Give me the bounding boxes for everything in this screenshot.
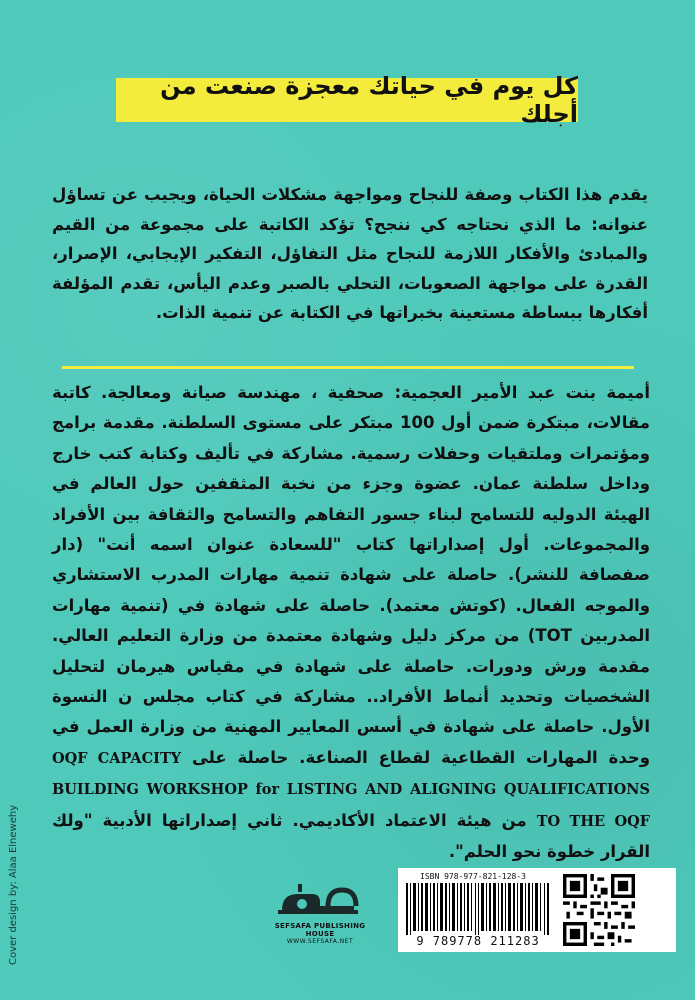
publisher-logo xyxy=(260,880,380,952)
bio-text-part1: صحفية ، مهندسة صيانة ومعالجة. كاتبة مقالات، مبتكرة ضمن أول 100 مبتكر على مستوى السلطنة. مقدمة برامج ومؤتمرات وملتقيات وحفلات رسمية. مشاركة في تأليف وكتابة كتب خارج وداخل سلطنة عمان. عضوة وجزء من نخبة المثقفين حول العالم في الهيئة الدوليه للتسامح لبناء جسور التفاهم والتسامح والثقافة بين الأفراد والمجموعات. أول إصداراتها كتاب "للسعادة عنوان اسمه أنت" (دار صفصافة للنشر). حاصلة على شهادة تنمية مهارات المدرب الاستشاري والموجه الفعال. (كوتش معتمد). حاصلة على شهادة في (تنمية مهارات المدربين TOT) من مركز دليل وشهادة معتمدة من وزارة التعليم العالي. مقدمة ورش ودورات. حاصلة على شهادة في مقياس هيرمان لتحليل الشخصيات وتحديد أنماط الأفراد.. مشاركة في كتاب مجلس ن النسوة الأول. حاصلة على شهادة في أسس المعايير المهنية من وزارة العمل في وحدة المهارات القطاعية لقطاع الصناعة. حاصلة على xyxy=(52,383,650,767)
publisher-website: WWW.SEFSAFA.NET xyxy=(286,938,354,945)
tagline-banner xyxy=(116,72,578,128)
bio-workshop-title: OQF CAPACITY BUILDING WORKSHOP for LISTING AND ALIGNING QUALIFICATIONS TO THE OQF xyxy=(52,749,650,830)
tagline-text: كل يوم في حياتك معجزة صنعت من أجلك xyxy=(160,72,578,128)
yellow-divider xyxy=(62,366,634,369)
isbn-barcode-panel xyxy=(398,868,676,952)
sefsafa-logo-icon xyxy=(272,880,368,922)
isbn-number: 9 789778 211283 xyxy=(416,934,540,948)
isbn-label: ISBN 978-977-821-128-3 xyxy=(420,872,526,881)
barcode-icon xyxy=(404,883,554,935)
publisher-name: SEFSAFA PUBLISHING HOUSE xyxy=(274,922,366,938)
qr-code-icon xyxy=(563,874,635,946)
book-description: يقدم هذا الكتاب وصفة للنجاح ومواجهة مشكلات الحياة، ويجيب عن تساؤل عنوانه: ما الذي نحتاجه كي ننجح؟ تؤكد الكاتبة على مجموعة من القيم والمبادئ والأفكار اللازمة للنجاح مثل التفاؤل، التفكير الإيجابي، الإصرار، القدرة على مواجهة الصعوبات، التحلي بالصبر وعدم اليأس، تقدم المؤلفة أفكارها ببساطة مستعينة بخبراتها في الكتابة عن تنمية الذات. xyxy=(52,185,648,322)
author-name: أميمة بنت عبد الأمير العجمية: xyxy=(394,383,650,402)
cover-design-credit: Cover design by: Alaa Elnewehy xyxy=(8,804,19,965)
bio-text-part2: من هيئة الاعتماد الأكاديمي. ثاني إصداراتها الأدبية "ولك القرار خطوة نحو الحلم". xyxy=(52,810,650,862)
author-bio xyxy=(52,378,650,868)
